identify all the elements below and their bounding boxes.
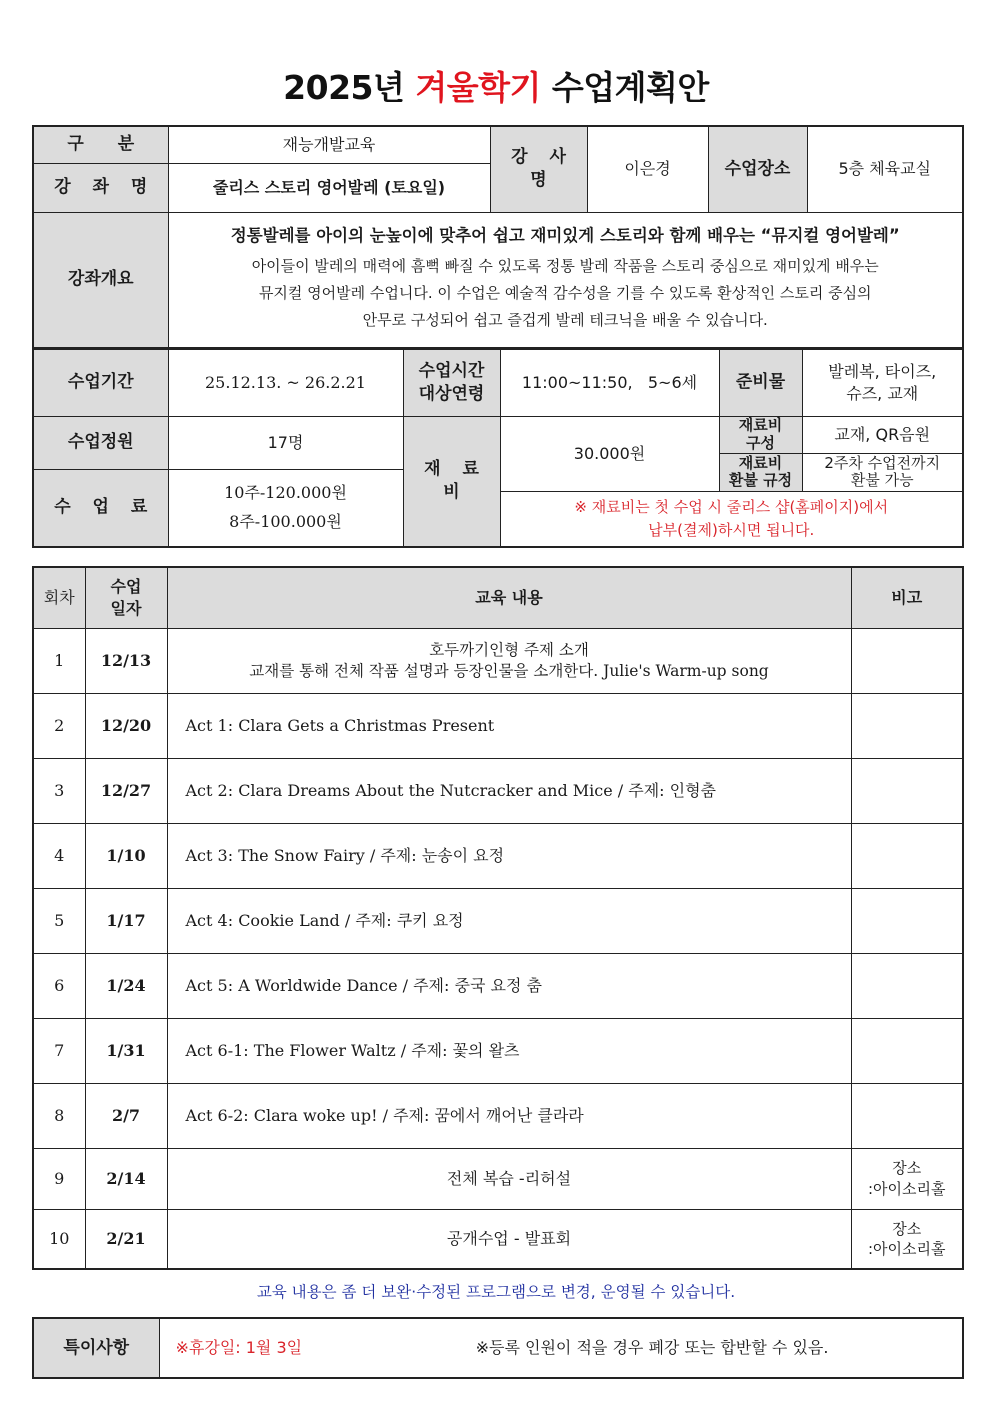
session-date: 12/20 (85, 693, 167, 758)
session-remark (851, 628, 963, 693)
session-content-desc: 교재를 통해 전체 작품 설명과 등장인물을 소개한다. Julie's Warm-up song (249, 661, 769, 680)
session-content: 공개수업 - 발표회 (167, 1209, 851, 1269)
schedule-table (32, 566, 964, 1270)
header-date-2: 일자 (110, 598, 142, 618)
session-remark-2: :아이소리홀 (867, 1179, 946, 1198)
session-number: 1 (33, 628, 85, 693)
title-year: 2025년 (283, 68, 405, 107)
location-label: 수업장소 (708, 126, 807, 212)
course-info-block (32, 125, 962, 550)
material-comp-label (719, 416, 802, 453)
session-content: Act 6-2: Clara woke up! / 주제: 꿈에서 깨어난 클라라 (167, 1083, 851, 1148)
header-date-1: 수업 (110, 577, 142, 597)
table-row (33, 628, 963, 693)
session-date: 1/24 (85, 953, 167, 1018)
refund-label-1: 재료비 (738, 453, 783, 472)
material-notice-1: ※ 재료비는 첫 수업 시 줄리스 샵(홈페이지)에서 (574, 498, 889, 517)
session-content: Act 2: Clara Dreams About the Nutcracker and Mice / 주제: 인형춤 (167, 758, 851, 823)
special-notes-label: 특이사항 (33, 1318, 159, 1378)
session-remark (851, 758, 963, 823)
tuition-value-1: 10주-120.000원 (224, 482, 347, 502)
supplies-value-1: 발레복, 타이즈, (828, 362, 937, 382)
session-number: 4 (33, 823, 85, 888)
info-top-table (32, 125, 964, 349)
special-notes-table (32, 1317, 964, 1379)
info-bottom-table (32, 348, 964, 548)
refund-label-2: 환불 규정 (728, 471, 793, 489)
session-remark (851, 693, 963, 758)
material-fee-label: 재 료 비 (403, 416, 500, 547)
session-remark (851, 1018, 963, 1083)
time-age-label (403, 349, 500, 416)
session-remark (851, 1209, 963, 1269)
session-date: 1/17 (85, 888, 167, 953)
overview-body-1: 아이들이 발레의 매력에 흠뻑 빠질 수 있도록 정통 발레 작품을 스토리 중심으로 재미있게 배우는 (251, 257, 879, 276)
refund-value-1: 2주차 수업전까지 (824, 453, 941, 472)
period-value: 25.12.13. ~ 26.2.21 (168, 349, 403, 416)
refund-value-2: 환불 가능 (850, 471, 914, 489)
material-notice-2: 납부(결제)하시면 됩니다. (648, 520, 815, 539)
session-remark-1: 장소 (892, 1219, 922, 1238)
category-value: 재능개발교육 (168, 126, 490, 163)
time-age-value: 11:00~11:50, 5~6세 (500, 349, 719, 416)
session-date: 2/21 (85, 1209, 167, 1269)
session-number: 3 (33, 758, 85, 823)
session-number: 9 (33, 1148, 85, 1209)
session-number: 7 (33, 1018, 85, 1083)
material-notice (500, 491, 963, 547)
table-row (33, 1148, 963, 1209)
table-row (33, 953, 963, 1018)
supplies-value-2: 슈즈, 교재 (846, 383, 919, 403)
supplies-label: 준비물 (719, 349, 802, 416)
session-number: 2 (33, 693, 85, 758)
header-session: 회차 (33, 567, 85, 628)
session-content: Act 3: The Snow Fairy / 주제: 눈송이 요정 (167, 823, 851, 888)
table-row (33, 1018, 963, 1083)
session-remark (851, 953, 963, 1018)
age-label: 대상연령 (418, 383, 485, 404)
title-rest: 수업계획안 (551, 68, 709, 107)
material-fee-value: 30.000원 (500, 416, 719, 491)
overview-label: 강좌개요 (33, 212, 168, 348)
header-date (85, 567, 167, 628)
session-content (167, 628, 851, 693)
refund-label (719, 453, 802, 491)
capacity-label: 수업정원 (33, 416, 168, 469)
special-notes-value (159, 1318, 963, 1378)
session-content-title: 호두까기인형 주제 소개 (429, 640, 589, 659)
page-title (0, 62, 992, 109)
table-row (33, 888, 963, 953)
session-content: Act 4: Cookie Land / 주제: 쿠키 요정 (167, 888, 851, 953)
time-label: 수업시간 (418, 360, 485, 381)
location-value: 5층 체육교실 (807, 126, 963, 212)
enrollment-note: ※등록 인원이 적을 경우 폐강 또는 합반할 수 있음. (475, 1338, 829, 1358)
capacity-value: 17명 (168, 416, 403, 469)
session-number: 8 (33, 1083, 85, 1148)
tuition-label: 수 업 료 (33, 469, 168, 547)
instructor-value: 이은경 (587, 126, 708, 212)
session-date: 12/27 (85, 758, 167, 823)
supplies-value (802, 349, 963, 416)
session-remark (851, 888, 963, 953)
session-number: 6 (33, 953, 85, 1018)
header-content: 교육 내용 (167, 567, 851, 628)
course-name-label: 강 좌 명 (33, 163, 168, 212)
session-date: 1/31 (85, 1018, 167, 1083)
session-date: 1/10 (85, 823, 167, 888)
session-date: 12/13 (85, 628, 167, 693)
session-remark (851, 1148, 963, 1209)
instructor-label: 강 사 명 (490, 126, 587, 212)
header-remarks: 비고 (851, 567, 963, 628)
session-remark-2: :아이소리홀 (867, 1239, 946, 1258)
session-number: 5 (33, 888, 85, 953)
session-date: 2/7 (85, 1083, 167, 1148)
table-row (33, 1083, 963, 1148)
refund-value (802, 453, 963, 491)
holiday-note: ※휴강일: 1월 3일 (175, 1338, 303, 1358)
session-content: Act 6-1: The Flower Waltz / 주제: 꽃의 왈츠 (167, 1018, 851, 1083)
material-comp-value: 교재, QR음원 (802, 416, 963, 453)
table-row (33, 758, 963, 823)
session-content: 전체 복습 -리허설 (167, 1148, 851, 1209)
material-comp-label-2: 구성 (746, 433, 775, 452)
overview-body-2: 뮤지컬 영어발레 수업니다. 이 수업은 예술적 감수성을 기를 수 있도록 환상적인 스토리 중심의 (258, 284, 872, 303)
table-row (33, 693, 963, 758)
session-content: Act 1: Clara Gets a Christmas Present (167, 693, 851, 758)
session-remark (851, 823, 963, 888)
session-remark-1: 장소 (892, 1159, 922, 1178)
tuition-value-2: 8주-100.000원 (229, 511, 342, 531)
title-season: 겨울학기 (415, 68, 541, 107)
overview-body-3: 안무로 구성되어 쉽고 즐겁게 발레 테크닉을 배울 수 있습니다. (362, 311, 768, 330)
course-name-value: 줄리스 스토리 영어발레 (토요일) (168, 163, 490, 212)
table-row (33, 1209, 963, 1269)
material-comp-label-1: 재료비 (738, 416, 783, 435)
category-label: 구 분 (33, 126, 168, 163)
session-date: 2/14 (85, 1148, 167, 1209)
period-label: 수업기간 (33, 349, 168, 416)
tuition-value (168, 469, 403, 547)
curriculum-change-note: 교육 내용은 좀 더 보완·수정된 프로그램으로 변경, 운영될 수 있습니다. (256, 1283, 736, 1301)
overview-cell (168, 212, 963, 348)
session-content: Act 5: A Worldwide Dance / 주제: 중국 요정 춤 (167, 953, 851, 1018)
session-number: 10 (33, 1209, 85, 1269)
overview-lead: 정통발레를 아이의 눈높이에 맞추어 쉽고 재미있게 스토리와 함께 배우는 “뮤지컬 영어발레” (230, 226, 900, 246)
session-remark (851, 1083, 963, 1148)
table-row (33, 823, 963, 888)
